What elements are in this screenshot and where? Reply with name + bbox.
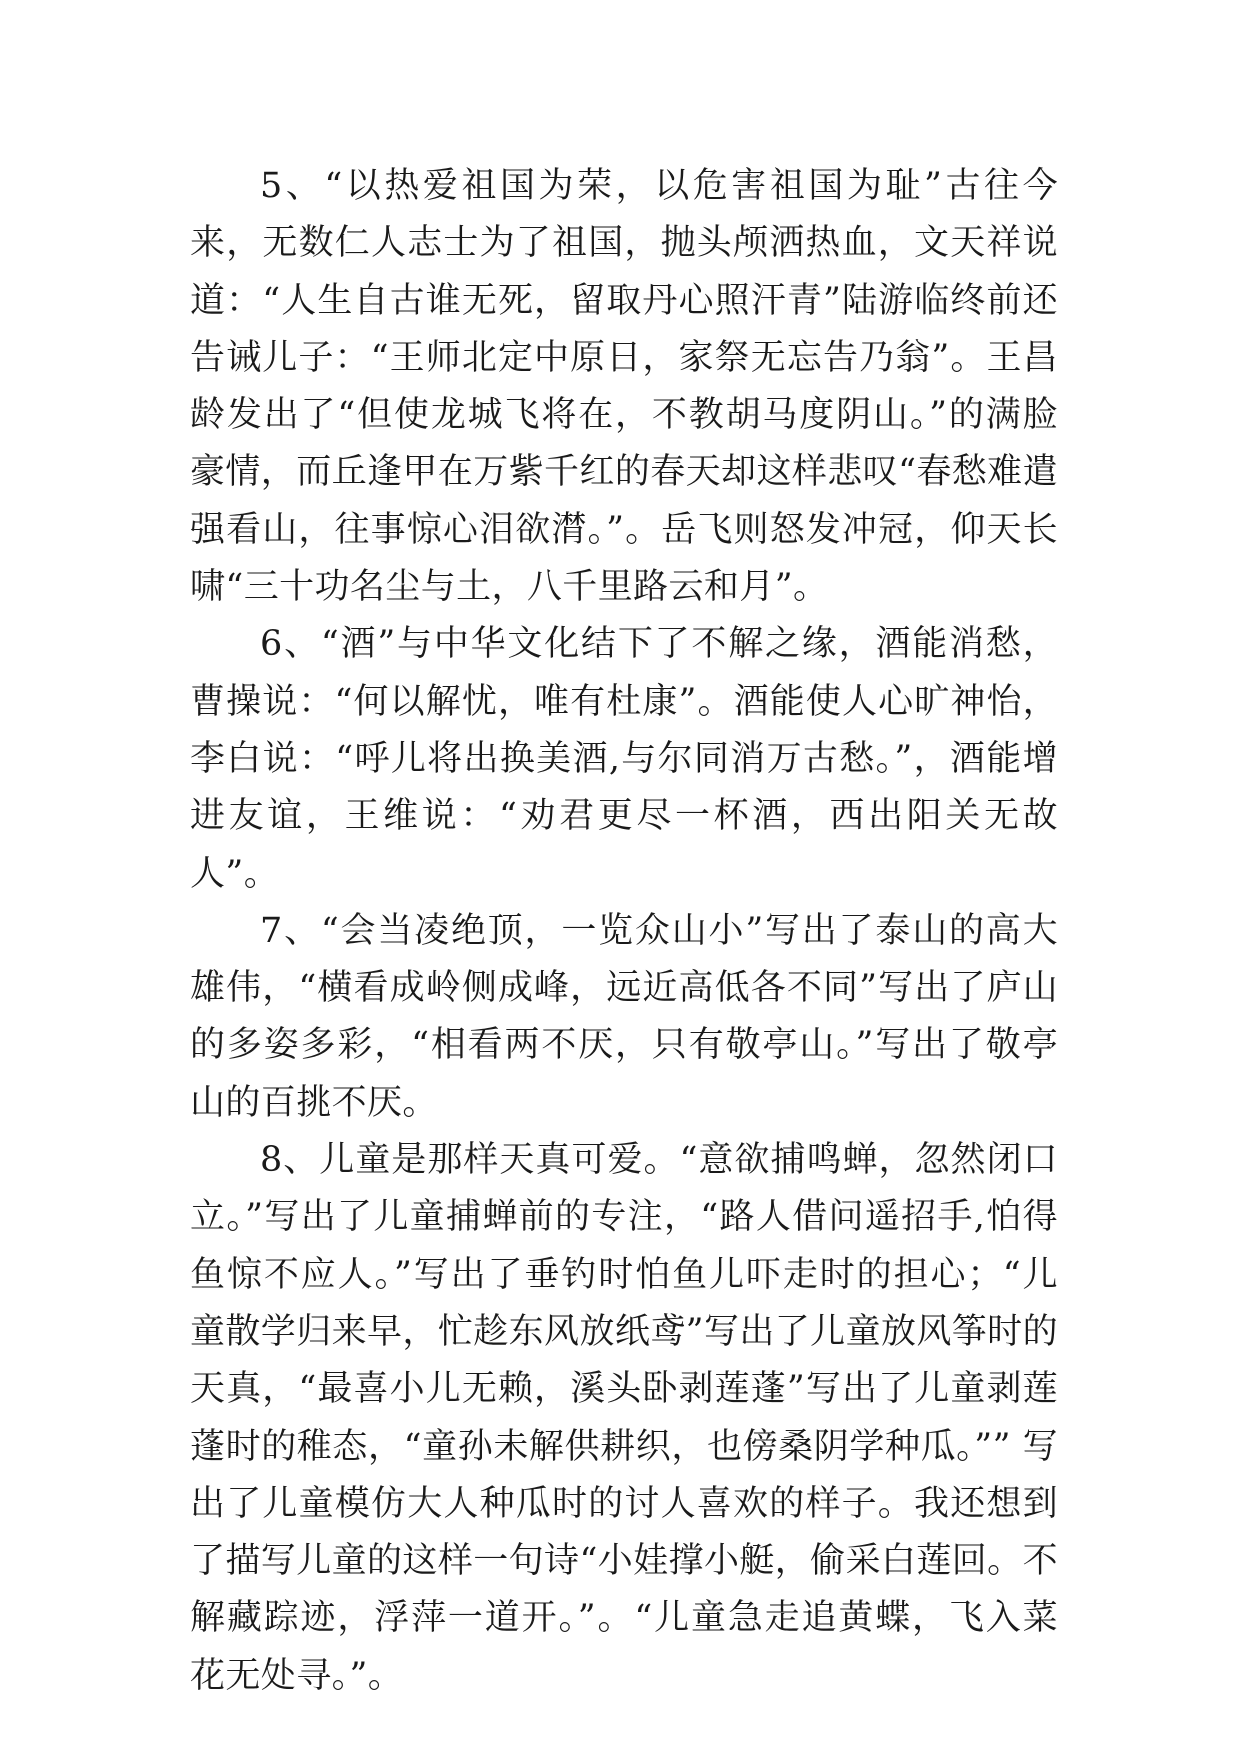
paragraph-6: 6、“酒”与中华文化结下了不解之缘，酒能消愁，曹操说：“何以解忧，唯有杜康”。酒能使人心旷神怡，李白说：“呼儿将出换美酒,与尔同消万古愁。”，酒能增进友谊，王维说：“劝君更尽一杯酒，西出阳关无故人”。 <box>190 624 1058 894</box>
paragraph-8: 8、儿童是那样天真可爱。“意欲捕鸣蝉，忽然闭口立。”写出了儿童捕蝉前的专注，“路人借问遥招手,怕得鱼惊不应人。”写出了垂钓时怕鱼儿吓走时的担心；“儿童散学归来早，忙趁东风放纸鸢”写出了儿童放风筝时的天真，“最喜小儿无赖，溪头卧剥莲蓬”写出了儿童剥莲蓬时的稚态，“童孙未解供耕织，也傍桑阴学种瓜。”” 写出了儿童模仿大人种瓜时的讨人喜欢的样子。我还想到了描写儿童的这样一句诗“小娃撑小艇，偷采白莲回。不解藏踪迹，浮萍一道开。”。“儿童急走追黄蝶，飞入菜花无处寻。”。 <box>190 1140 1058 1696</box>
document-body <box>190 158 1058 1705</box>
paragraph-5: 5、“以热爱祖国为荣，以危害祖国为耻”古往今来，无数仁人志士为了祖国，抛头颅洒热血，文天祥说道：“人生自古谁无死，留取丹心照汗青”陆游临终前还告诫儿子：“王师北定中原日，家祭无忘告乃翁”。王昌龄发出了“但使龙城飞将在，不教胡马度阴山。”的满脸豪情，而丘逢甲在万紫千红的春天却这样悲叹“春愁难遣强看山，往事惊心泪欲潸。”。岳飞则怒发冲冠，仰天长啸“三十功名尘与土，八千里路云和月”。 <box>190 166 1058 608</box>
paragraph-7: 7、“会当凌绝顶，一览众山小”写出了泰山的高大雄伟，“横看成岭侧成峰，远近高低各不同”写出了庐山的多姿多彩，“相看两不厌，只有敬亭山。”写出了敬亭山的百挑不厌。 <box>190 910 1058 1123</box>
